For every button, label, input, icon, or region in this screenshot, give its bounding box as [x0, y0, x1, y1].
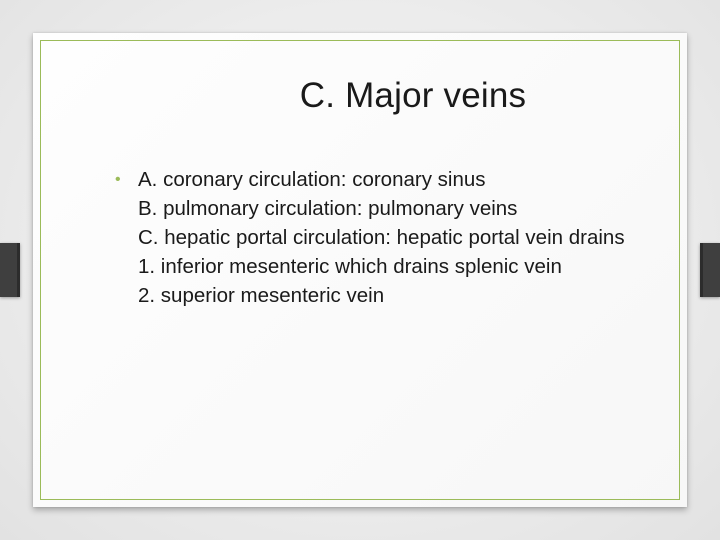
bullet-item [115, 165, 715, 310]
body-line: 1. inferior mesenteric which drains splenic vein [138, 255, 562, 278]
slide-body [115, 165, 715, 310]
bullet-icon: • [115, 171, 121, 188]
bullet-text-block [138, 165, 625, 310]
body-line: C. hepatic portal circulation: hepatic portal vein drains [138, 226, 625, 249]
body-line: A. coronary circulation: coronary sinus [138, 168, 486, 191]
body-line: B. pulmonary circulation: pulmonary veins [138, 197, 518, 220]
slide-title: C. Major veins [299, 76, 527, 115]
left-tab-decoration [0, 243, 20, 297]
body-line: 2. superior mesenteric vein [138, 284, 385, 307]
